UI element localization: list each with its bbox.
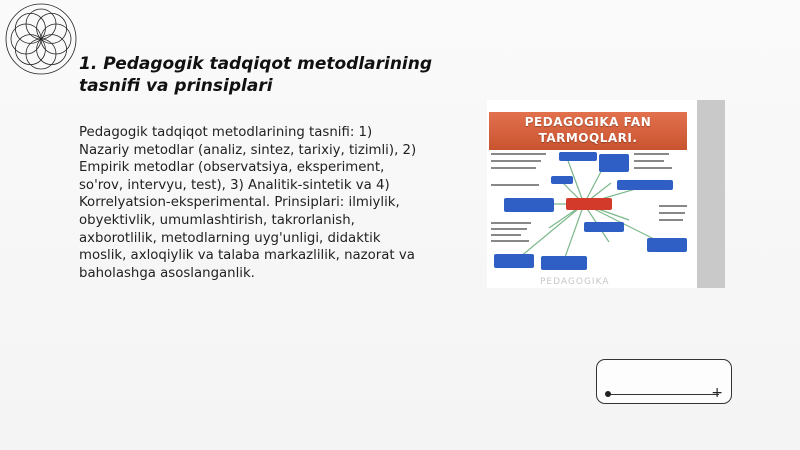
timeline-widget[interactable] xyxy=(596,359,732,404)
mind-map-nodes xyxy=(494,152,687,270)
map-node xyxy=(647,238,687,252)
map-node xyxy=(599,154,629,172)
banner-line-2: TARMOQLARI. xyxy=(538,131,638,145)
map-node xyxy=(584,222,624,232)
timeline-track[interactable] xyxy=(607,394,719,395)
map-center-node xyxy=(566,198,612,210)
mind-map-banner xyxy=(489,112,687,150)
map-node xyxy=(504,198,554,212)
dot-icon[interactable] xyxy=(605,391,611,397)
map-node xyxy=(494,254,534,268)
mind-map-diagram xyxy=(489,150,689,288)
map-node xyxy=(617,180,673,190)
mind-map-footer-text: PEDAGOGIKA xyxy=(540,277,610,287)
slide-title-line-2: tasnifi va prinsiplari xyxy=(79,76,273,96)
map-node xyxy=(541,256,587,270)
plus-icon[interactable]: + xyxy=(711,385,723,401)
circle-knot-logo-icon xyxy=(4,2,78,76)
slide-body-text: Pedagogik tadqiqot metodlarining tasnifi: 1) Nazariy metodlar (analiz, sintez, tarixiy, tizimli), 2) Empirik metodlar (observatsiya, eksperiment, so'rov, intervyu, test), 3) Analitik-sintetik va 4) Korrelyatsion-eksperimental. Prinsiplari: ilmiylik, obyektivlik, umumlashtirish, takrorlanish, axborotlilik, metodlarning uyg'unligi, didaktik moslik, axloqiylik va talaba markazlilik, nazorat va baholashga asoslanganlik. xyxy=(79,125,417,281)
slide-title xyxy=(79,53,439,97)
map-node xyxy=(551,176,573,184)
slide-title-line-1: 1. Pedagogik tadqiqot metodlarining xyxy=(79,54,433,74)
map-node xyxy=(559,152,597,161)
image-side-bar xyxy=(697,100,725,288)
banner-line-1: PEDAGOGIKA FAN xyxy=(524,115,652,129)
